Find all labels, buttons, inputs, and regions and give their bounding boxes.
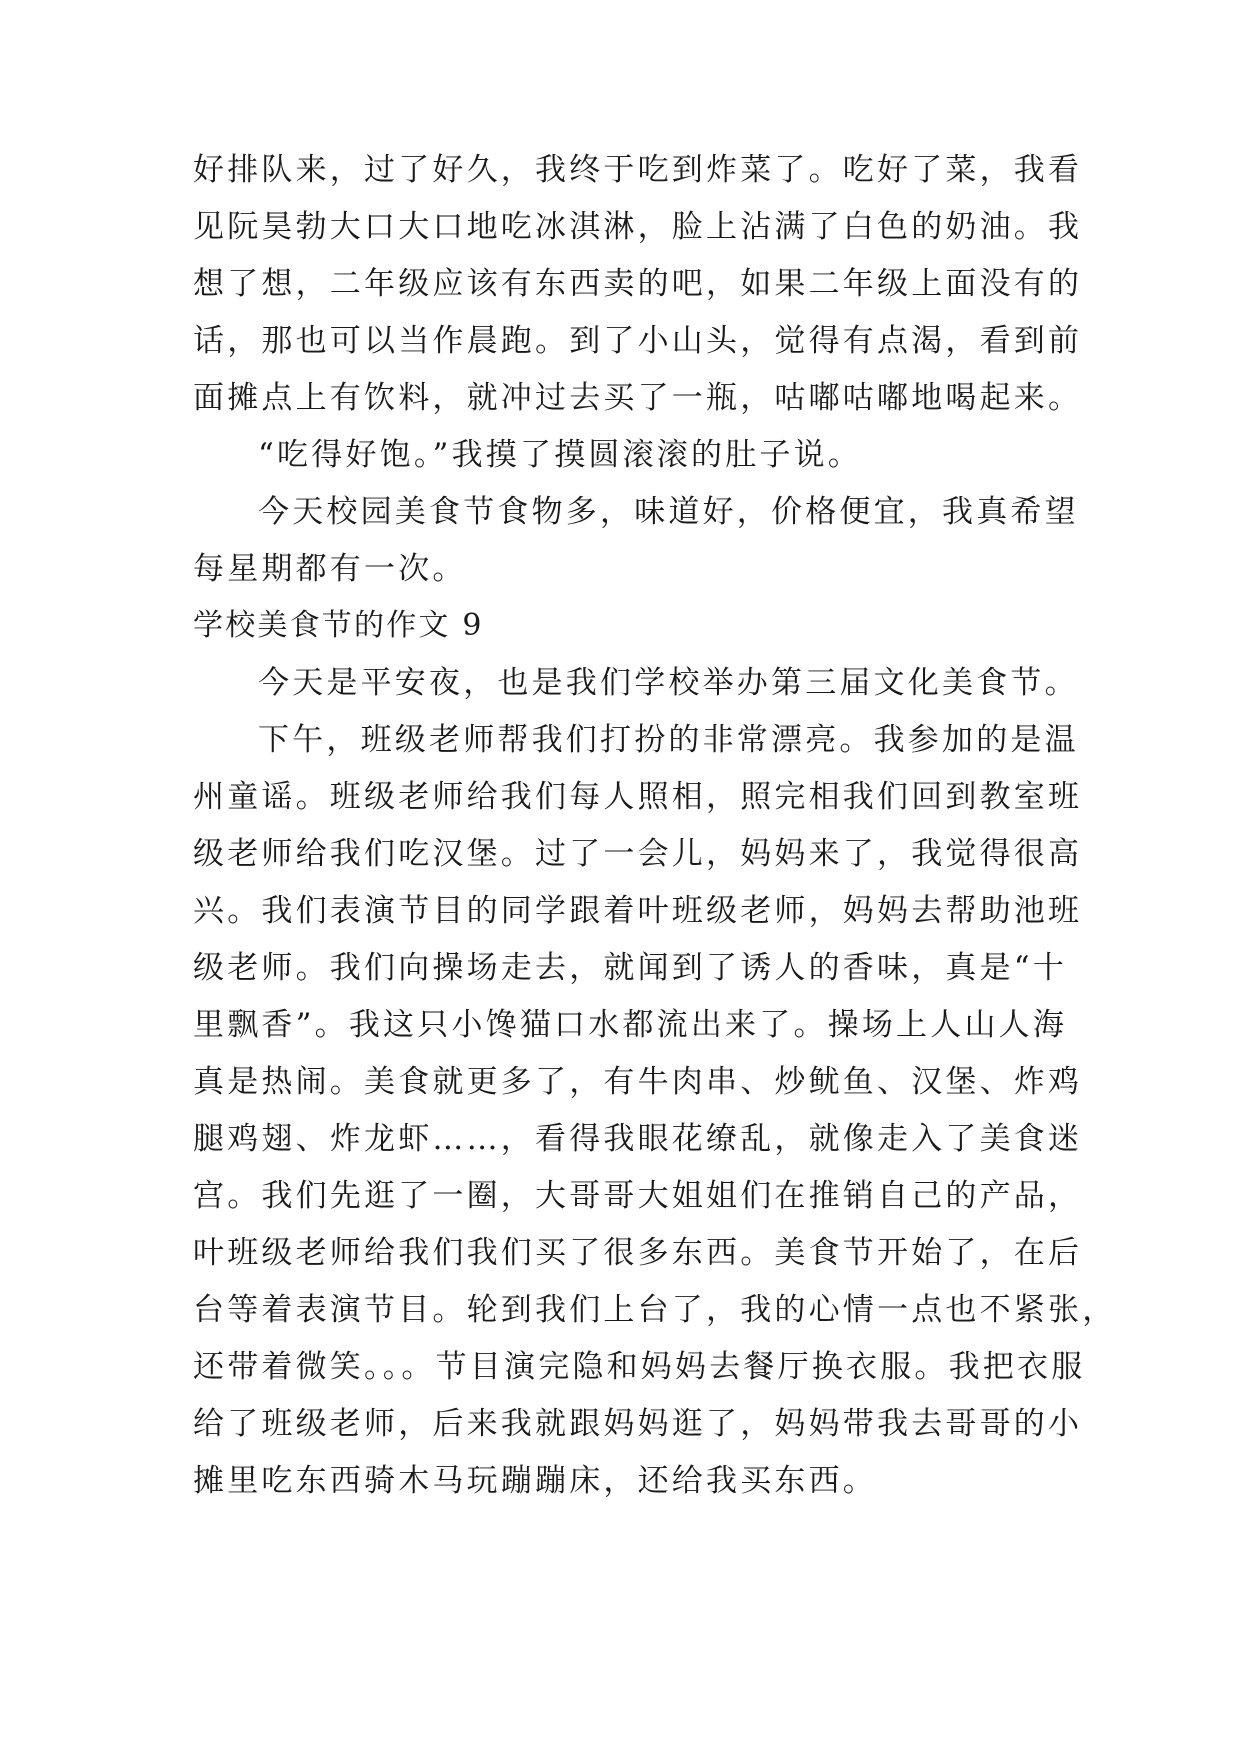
paragraph-line: 还带着微笑。。。节目演完隐和妈妈去餐厅换衣服。我把衣服 — [193, 1349, 1086, 1385]
paragraph-line: 想了想，二年级应该有东西卖的吧，如果二年级上面没有的 — [193, 266, 1083, 302]
paragraph-line: 宫。我们先逛了一圈，大哥哥大姐姐们在推销自己的产品， — [193, 1178, 1083, 1214]
paragraph-line: 州童谣。班级老师给我们每人照相，照完相我们回到教室班 — [193, 779, 1083, 815]
paragraph-line: 今天校园美食节食物多，味道好，价格便宜，我真希望 — [258, 494, 1079, 530]
paragraph-line: 好排队来，过了好久，我终于吃到炸菜了。吃好了菜，我看 — [193, 152, 1083, 188]
paragraph-line: 兴。我们表演节目的同学跟着叶班级老师，妈妈去帮助池班 — [193, 893, 1083, 929]
paragraph-line: 真是热闹。美食就更多了，有牛肉串、炒鱿鱼、汉堡、炸鸡 — [193, 1064, 1083, 1100]
paragraph-line: 台等着表演节目。轮到我们上台了，我的心情一点也不紧张， — [193, 1292, 1117, 1328]
paragraph-line: 给了班级老师，后来我就跟妈妈逛了，妈妈带我去哥哥的小 — [193, 1406, 1083, 1442]
paragraph-line: 面摊点上有饮料，就冲过去买了一瓶，咕嘟咕嘟地喝起来。 — [193, 380, 1083, 416]
paragraph-line: 每星期都有一次。 — [193, 551, 467, 587]
intro-line: 今天是平安夜，也是我们学校举办第三届文化美食节。 — [258, 665, 1079, 701]
paragraph-line: 级老师。我们向操场走去，就闻到了诱人的香味，真是“十 — [193, 950, 1068, 986]
paragraph-line: 级老师给我们吃汉堡。过了一会儿，妈妈来了，我觉得很高 — [193, 836, 1083, 872]
paragraph-line: 里飘香”。我这只小馋猫口水都流出来了。操场上人山人海 — [193, 1007, 1068, 1043]
quote-line: “吃得好饱。”我摸了摸圆滚滚的肚子说。 — [258, 437, 862, 473]
paragraph-line: 见阮昊勃大口大口地吃冰淇淋，脸上沾满了白色的奶油。我 — [193, 209, 1083, 245]
essay-title: 学校美食节的作文 9 — [193, 608, 484, 643]
paragraph-line: 摊里吃东西骑木马玩蹦蹦床，还给我买东西。 — [193, 1463, 877, 1499]
paragraph-line: 话，那也可以当作晨跑。到了小山头，觉得有点渴，看到前 — [193, 323, 1083, 359]
paragraph-line: 下午，班级老师帮我们打扮的非常漂亮。我参加的是温 — [258, 722, 1079, 758]
paragraph-line: 叶班级老师给我们我们买了很多东西。美食节开始了，在后 — [193, 1235, 1083, 1271]
paragraph-line: 腿鸡翅、炸龙虾……，看得我眼花缭乱，就像走入了美食迷 — [193, 1121, 1083, 1157]
